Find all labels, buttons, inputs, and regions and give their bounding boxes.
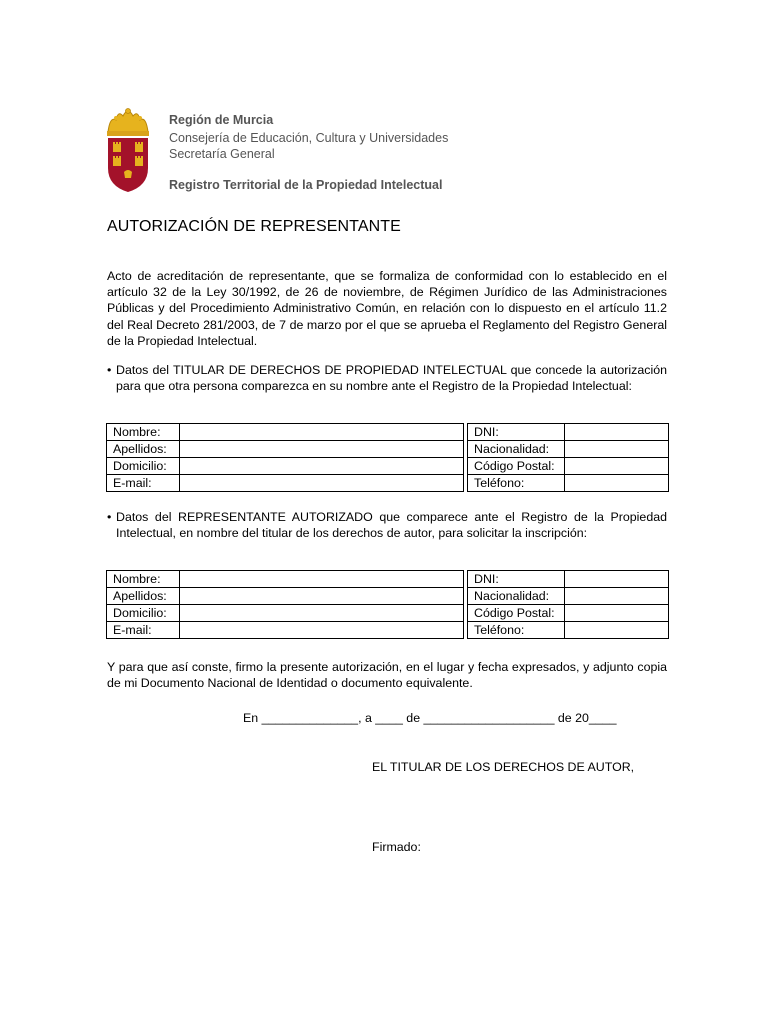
telefono-field[interactable] <box>565 622 669 639</box>
apellidos-field[interactable] <box>180 588 464 605</box>
table-row <box>107 424 669 441</box>
titular-data-table <box>106 423 669 492</box>
nacionalidad-field[interactable] <box>565 588 669 605</box>
bullet-icon: • <box>107 510 112 524</box>
representante-data-table <box>106 570 669 639</box>
field-label: Domicilio: <box>107 605 180 622</box>
table-row <box>107 458 669 475</box>
field-label: E-mail: <box>107 475 180 492</box>
document-title: AUTORIZACIÓN DE REPRESENTANTE <box>107 218 401 235</box>
field-label: Apellidos: <box>107 588 180 605</box>
field-label: Teléfono: <box>468 622 565 639</box>
apellidos-field[interactable] <box>180 441 464 458</box>
table-row <box>107 571 669 588</box>
field-label: Código Postal: <box>468 458 565 475</box>
table-row <box>107 588 669 605</box>
coat-of-arms-icon <box>104 106 152 194</box>
registro-name: Registro Territorial de la Propiedad Intelectual <box>169 178 443 192</box>
table-row <box>107 622 669 639</box>
nacionalidad-field[interactable] <box>565 441 669 458</box>
place-date-line: En ______________, a ____ de ___________________ de 20____ <box>243 711 617 725</box>
field-label: Apellidos: <box>107 441 180 458</box>
field-label: Nombre: <box>107 424 180 441</box>
region-name: Región de Murcia <box>169 113 274 127</box>
table-row <box>107 475 669 492</box>
field-label: Nombre: <box>107 571 180 588</box>
dni-field[interactable] <box>565 424 669 441</box>
bullet-icon: • <box>107 363 112 377</box>
closing-paragraph: Y para que así conste, firmo la presente autorización, en el lugar y fecha expresados, y adjunto copia de mi Documento Nacional de Identidad o documento equivalente. <box>107 660 667 691</box>
table-row <box>107 441 669 458</box>
dni-field[interactable] <box>565 571 669 588</box>
field-label: Teléfono: <box>468 475 565 492</box>
section2-bullet <box>107 509 667 541</box>
table-row <box>107 605 669 622</box>
nombre-field[interactable] <box>180 571 464 588</box>
domicilio-field[interactable] <box>180 458 464 475</box>
field-label: DNI: <box>468 424 565 441</box>
field-label: Nacionalidad: <box>468 441 565 458</box>
codigo-postal-field[interactable] <box>565 458 669 475</box>
titular-signature-caption: EL TITULAR DE LOS DERECHOS DE AUTOR, <box>372 760 635 774</box>
intro-paragraph: Acto de acreditación de representante, que se formaliza de conformidad con lo establecido en el artículo 32 de la Ley 30/1992, de 26 de noviembre, de Régimen Jurídico de las Administraciones Públicas y del Procedimiento Administrativo Común, en relación con lo dispuesto en el artículo 11.2 del Real Decreto 281/2003, de 7 de marzo por el que se aprueba el Reglamento del Registro General de la Propiedad Intelectual. <box>107 269 667 348</box>
domicilio-field[interactable] <box>180 605 464 622</box>
email-field[interactable] <box>180 622 464 639</box>
nombre-field[interactable] <box>180 424 464 441</box>
codigo-postal-field[interactable] <box>565 605 669 622</box>
signed-label: Firmado: <box>372 840 421 854</box>
section1-bullet <box>107 362 667 394</box>
section2-text: Datos del REPRESENTANTE AUTORIZADO que comparece ante el Registro de la Propiedad Intelectual, en nombre del titular de los derechos de autor, para solicitar la inscripción: <box>116 510 667 541</box>
field-label: Código Postal: <box>468 605 565 622</box>
secretaria-name: Secretaría General <box>169 147 275 161</box>
field-label: Domicilio: <box>107 458 180 475</box>
telefono-field[interactable] <box>565 475 669 492</box>
field-label: DNI: <box>468 571 565 588</box>
email-field[interactable] <box>180 475 464 492</box>
section1-text: Datos del TITULAR DE DERECHOS DE PROPIEDAD INTELECTUAL que concede la autorización para que otra persona comparezca en su nombre ante el Registro de la Propiedad Intelectual: <box>116 363 667 394</box>
field-label: E-mail: <box>107 622 180 639</box>
field-label: Nacionalidad: <box>468 588 565 605</box>
consejeria-name: Consejería de Educación, Cultura y Universidades <box>169 131 449 145</box>
